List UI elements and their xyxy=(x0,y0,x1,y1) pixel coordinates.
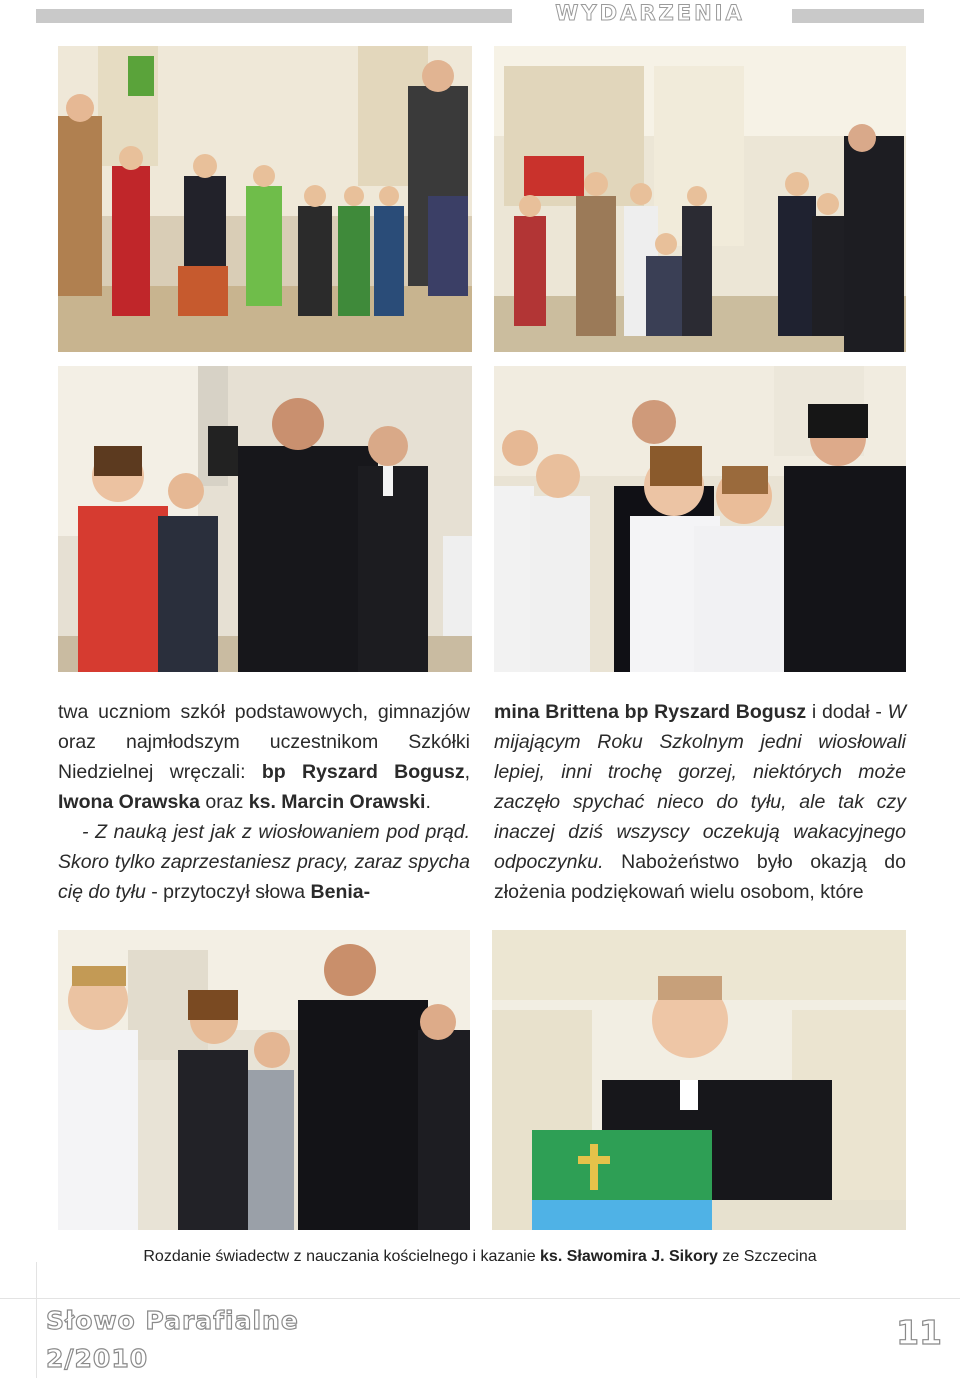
footer-rule xyxy=(0,1298,960,1299)
header-bar-left xyxy=(36,9,512,23)
photo-pastor-pulpit xyxy=(492,930,906,1230)
quote-text-2: W mijającym Roku Szkolnym jedni wiosłowali lepiej, inni trochę gorzej, niektórych może zaczęło spychać nieco do tyłu, ale tak czy inaczej dziś wszyscy oczekują wakacyjnego odpoczynku. xyxy=(494,701,906,873)
magazine-issue: 2/2010 xyxy=(46,1344,149,1373)
magazine-title: Słowo Parafialne xyxy=(46,1306,299,1335)
page-number: 11 xyxy=(896,1313,942,1352)
priest-name: ks. Marcin Orawski xyxy=(248,791,426,813)
pastor-name: ks. Sławomira J. Sikory xyxy=(540,1248,718,1265)
photo-bishop-certificates xyxy=(58,930,470,1230)
footer-vertical-rule xyxy=(36,1262,37,1378)
article-text-2: Nabożeństwo było okazją do złożenia podziękowań wielu osobom, które xyxy=(494,851,906,903)
quote-text: - Z nauką jest jak z wiosłowaniem pod prąd. Skoro tylko zaprzestaniesz pracy, zaraz spycha cię do tyłu xyxy=(58,821,470,903)
header-bar-right xyxy=(792,9,924,23)
bishop-name: bp Ryszard Bogusz xyxy=(261,761,465,783)
article-column-left: twa uczniom szkół podstawowych, gimnazjów oraz najmłodszym uczestnikom Szkółki Niedzielnej wręczali: bp Ryszard Bogusz, Iwona Orawska oraz ks. Marcin Orawski. - Z nauką jest jak z wiosłowaniem pod prąd. Skoro tylko zaprzestaniesz pracy, zaraz spycha cię do tyłu - przytoczył słowa Benia- xyxy=(58,701,470,903)
article-column-right: mina Brittena bp Ryszard Bogusz i dodał - W mijającym Roku Szkolnym jedni wiosłowali lepiej, inni trochę gorzej, niektórych może zaczęło spychać nieco do tyłu, ale tak czy inaczej dziś wszyscy oczekują wakacyjnego odpoczynku. Nabożeństwo było okazją do złożenia podziękowań wielu osobom, które xyxy=(494,701,906,903)
article-text: twa uczniom szkół podstawowych, gimnazjów oraz najmłodszym uczestnikom Szkółki Niedzielnej wręczali: xyxy=(58,701,470,783)
section-title: WYDARZENIA xyxy=(555,1,745,25)
author-name: Benia- xyxy=(310,881,371,903)
photo-group-woman-dark xyxy=(494,366,906,672)
photo-bishop-girl-red xyxy=(58,366,472,672)
author-name-cont: mina Brittena bp Ryszard Bogusz xyxy=(494,701,807,723)
photo-children-altar-right xyxy=(494,46,906,352)
person-name: Iwona Orawska xyxy=(58,791,200,813)
photo-caption: Rozdanie świadectw z nauczania kościelnego i kazanie ks. Sławomira J. Sikory ze Szczecina xyxy=(143,1248,817,1265)
photo-children-church-left xyxy=(58,46,472,352)
